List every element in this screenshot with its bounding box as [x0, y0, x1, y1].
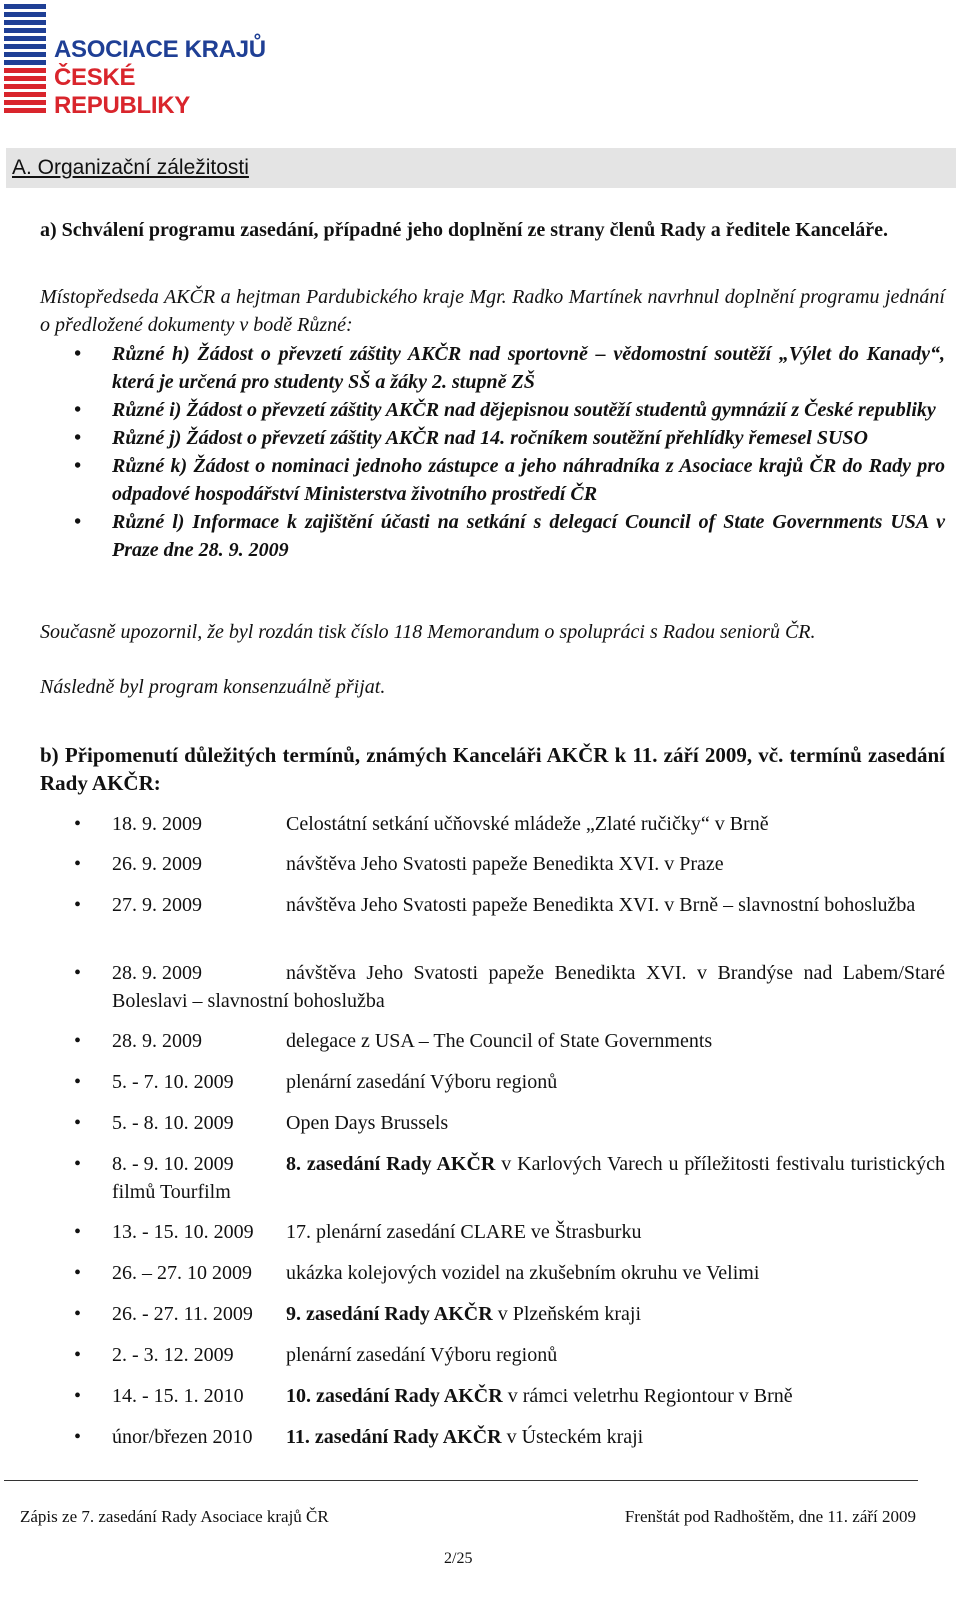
event-date: 28. 9. 2009	[112, 962, 202, 984]
section-header	[6, 148, 956, 188]
bullet-icon: •	[74, 1030, 82, 1052]
footer-document-title: Zápis ze 7. zasedání Rady Asociace krajů ČR	[20, 1507, 329, 1526]
event-text: v Ústeckém kraji	[501, 1426, 644, 1448]
bullet-icon: •	[74, 1153, 82, 1175]
item-a-bullet-list	[40, 340, 945, 564]
bullet-icon: •	[74, 853, 82, 875]
bullet-icon: •	[74, 1303, 82, 1325]
logo-line-1: ASOCIACE KRAJŮ	[54, 36, 266, 63]
bullet-icon: •	[74, 427, 82, 449]
logo-stripes-icon	[4, 2, 46, 120]
item-a-note-2: Následně byl program konsenzuálně přijat.	[40, 676, 386, 698]
event-text: plenární zasedání Výboru regionů	[286, 1071, 558, 1093]
event-date: 2. - 3. 12. 2009	[112, 1344, 234, 1366]
page-number: 2/25	[444, 1550, 473, 1567]
asociace-kraju-logo	[4, 2, 274, 120]
event-date: 26. 9. 2009	[112, 853, 202, 875]
event-text: návštěva Jeho Svatosti papeže Benedikta XVI. v Brandýse nad Labem/Staré Boleslavi – slavnostní bohoslužba	[112, 962, 945, 1012]
logo-line-2: ČESKÉ REPUBLIKY	[54, 64, 190, 119]
item-a-note-1: Současně upozornil, že byl rozdán tisk číslo 118 Memorandum o spolupráci s Radou seniorů ČR.	[40, 621, 816, 643]
item-a-heading: a) Schválení programu zasedání, případné jeho doplnění ze strany členů Rady a ředitele Kanceláře.	[40, 219, 888, 241]
bullet-icon: •	[74, 343, 82, 365]
list-item: • Různé k) Žádost o nominaci jednoho zástupce a jeho náhradníka z Asociace krajů ČR do Rady pro odpadové hospodářství Ministerstva životního prostředí ČR	[40, 452, 945, 508]
bullet-icon: •	[74, 1262, 82, 1284]
bullet-icon: •	[74, 813, 82, 835]
event-text: v rámci veletrhu Regiontour v Brně	[502, 1385, 793, 1407]
event-text: návštěva Jeho Svatosti papeže Benedikta XVI. v Brně – slavnostní bohoslužba	[286, 894, 916, 916]
event-date: 5. - 8. 10. 2009	[112, 1112, 234, 1134]
event-text: 17. plenární zasedání CLARE ve Štrasburku	[286, 1221, 642, 1243]
item-a-intro: Místopředseda AKČR a hejtman Pardubického kraje Mgr. Radko Martínek navrhnul doplnění programu jednání o předložené dokumenty v bodě Různé:	[40, 286, 945, 336]
footer-divider	[4, 1480, 918, 1481]
event-text: Celostátní setkání učňovské mládeže „Zlaté ručičky“ v Brně	[286, 813, 769, 835]
event-date: 8. - 9. 10. 2009	[112, 1153, 234, 1175]
event-text: delegace z USA – The Council of State Governments	[286, 1030, 713, 1052]
bullet-icon: •	[74, 1071, 82, 1093]
bullet-icon: •	[74, 1344, 82, 1366]
bullet-icon: •	[74, 962, 82, 984]
list-item: • Různé h) Žádost o převzetí záštity AKČR nad sportovně – vědomostní soutěží „Výlet do Kanady“, která je určená pro studenty SŠ a žáky 2. stupně ZŠ	[40, 340, 945, 396]
footer-place-date: Frenštát pod Radhoštěm, dne 11. září 2009	[624, 1507, 916, 1526]
bullet-icon: •	[74, 1112, 82, 1134]
bullet-icon: •	[74, 1426, 82, 1448]
bullet-icon: •	[74, 399, 82, 421]
event-date: 13. - 15. 10. 2009	[112, 1221, 254, 1243]
bullet-icon: •	[74, 1221, 82, 1243]
event-date: 5. - 7. 10. 2009	[112, 1071, 234, 1093]
event-text: ukázka kolejových vozidel na zkušebním okruhu ve Velimi	[286, 1262, 760, 1284]
event-date: 26. - 27. 11. 2009	[112, 1303, 253, 1325]
event-date: 27. 9. 2009	[112, 894, 202, 916]
event-date: 18. 9. 2009	[112, 813, 202, 835]
bullet-icon: •	[74, 455, 82, 477]
bullet-icon: •	[74, 511, 82, 533]
event-text: návštěva Jeho Svatosti papeže Benedikta XVI. v Praze	[286, 853, 724, 875]
event-date: 26. – 27. 10 2009	[112, 1262, 252, 1284]
event-text: Open Days Brussels	[286, 1112, 449, 1134]
event-text: v Plzeňském kraji	[492, 1303, 642, 1325]
bullet-icon: •	[74, 1385, 82, 1407]
event-date: 14. - 15. 1. 2010	[112, 1385, 244, 1407]
list-item: • Různé l) Informace k zajištění účasti na setkání s delegací Council of State Governments USA v Praze dne 28. 9. 2009	[40, 508, 945, 564]
event-date: 28. 9. 2009	[112, 1030, 202, 1052]
event-text: plenární zasedání Výboru regionů	[286, 1344, 558, 1366]
event-date: únor/březen 2010	[112, 1426, 253, 1448]
list-item: • Různé i) Žádost o převzetí záštity AKČR nad dějepisnou soutěží studentů gymnázií z České republiky	[40, 396, 945, 424]
event-text: v Karlových Varech u příležitosti festivalu turistických filmů Tourfilm	[112, 1153, 945, 1203]
item-b-heading: b) Připomenutí důležitých termínů, známých Kanceláři AKČR k 11. září 2009, vč. termínů zasedání Rady AKČR:	[40, 743, 945, 795]
list-item: • Různé j) Žádost o převzetí záštity AKČR nad 14. ročníkem soutěžní přehlídky řemesel SUSO	[40, 424, 945, 452]
section-title: A. Organizační záležitosti	[12, 156, 249, 179]
bullet-icon: •	[74, 894, 82, 916]
